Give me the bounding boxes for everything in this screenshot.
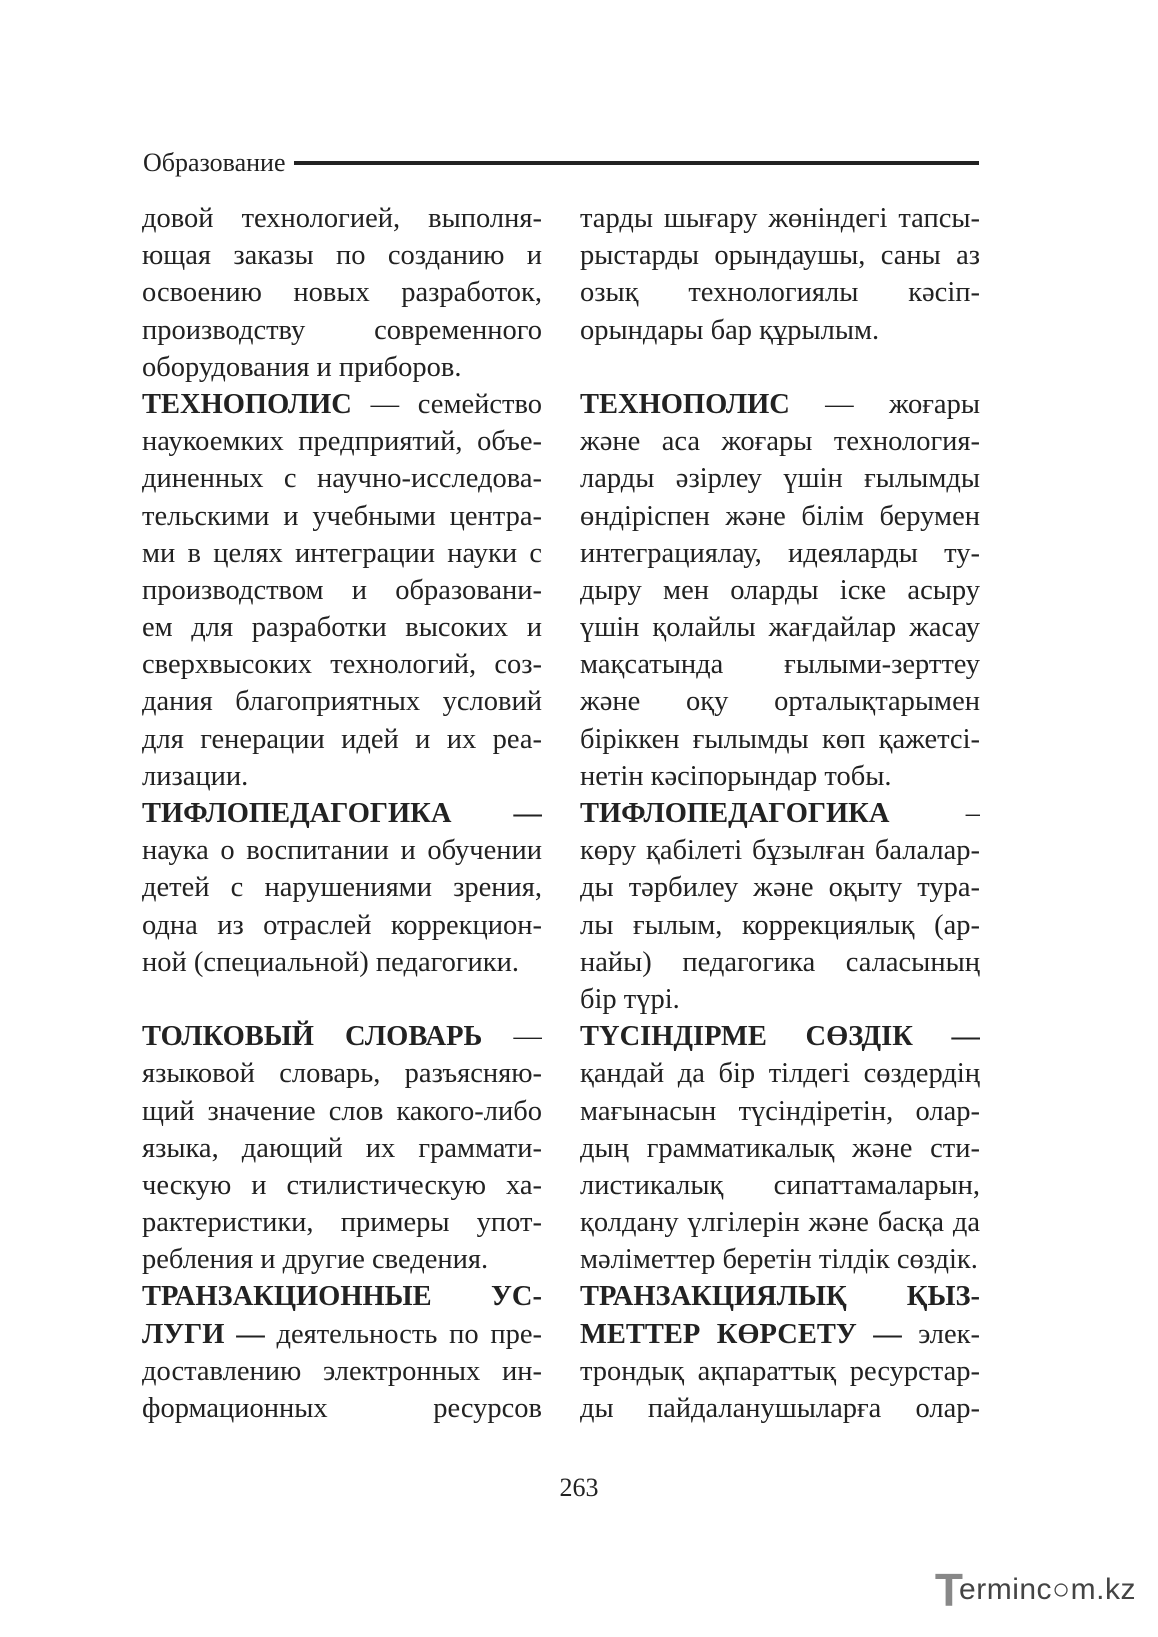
text-line bbox=[142, 498, 542, 535]
definition-text: элек- bbox=[901, 1318, 980, 1350]
term-heading: ТЕХНОПОЛИС bbox=[580, 388, 790, 420]
definition-text: освоению новых разработок, bbox=[142, 277, 542, 309]
text-line bbox=[142, 237, 542, 274]
definition-text: дыру мен оларды іске асыру bbox=[580, 574, 980, 606]
definition-text: для генерации идей и их реа- bbox=[142, 723, 542, 755]
definition-text: қолдану үлгілерін және басқа да bbox=[580, 1207, 980, 1239]
definition-text: наукоемких предприятий, объе- bbox=[142, 426, 542, 458]
text-line bbox=[142, 1353, 542, 1390]
text-line bbox=[142, 907, 542, 944]
text-line bbox=[142, 312, 542, 349]
text-line bbox=[142, 1204, 542, 1241]
text-line bbox=[580, 535, 980, 572]
text-line bbox=[580, 721, 980, 758]
text-line bbox=[580, 498, 980, 535]
definition-text: производством и образовани- bbox=[142, 574, 542, 606]
text-line bbox=[580, 1093, 980, 1130]
text-line bbox=[142, 1018, 542, 1055]
definition-text: наука о воспитании и обучении bbox=[142, 835, 542, 867]
text-line bbox=[142, 795, 542, 832]
header-rule bbox=[294, 161, 979, 165]
term-heading: МЕТТЕР КӨРСЕТУ — bbox=[580, 1318, 902, 1350]
text-line bbox=[142, 535, 542, 572]
text-line bbox=[142, 1055, 542, 1092]
definition-text: языковой словарь, разъясняю- bbox=[142, 1058, 542, 1090]
definition-text: көру қабілеті бұзылған балалар- bbox=[580, 835, 980, 867]
page-number: 263 bbox=[559, 1473, 599, 1502]
definition-text: деятельность по пре- bbox=[264, 1318, 542, 1350]
text-line bbox=[142, 423, 542, 460]
definition-text: довой технологией, выполня- bbox=[142, 203, 542, 234]
definition-text: листикалық сипаттамаларын, bbox=[580, 1169, 980, 1201]
text-line bbox=[142, 832, 542, 869]
term-heading: ТИФЛОПЕДАГОГИКА bbox=[580, 798, 890, 829]
paragraph-gap bbox=[580, 349, 980, 386]
definition-text: ческую и стилистическую ха- bbox=[142, 1169, 542, 1201]
text-line bbox=[580, 758, 980, 795]
text-line bbox=[580, 1390, 980, 1427]
definition-text: ной (специальной) педагогики. bbox=[142, 946, 519, 978]
text-line bbox=[580, 609, 980, 646]
text-line bbox=[142, 1167, 542, 1204]
text-line bbox=[580, 1316, 980, 1353]
definition-text: үшін қолайлы жағдайлар жасау bbox=[580, 612, 980, 644]
definition-text: сверхвысоких технологий, соз- bbox=[142, 649, 542, 681]
definition-text: ды пайдаланушыларға олар- bbox=[580, 1393, 980, 1424]
text-line bbox=[142, 1316, 542, 1353]
definition-text: производству современного bbox=[142, 314, 542, 346]
text-line bbox=[142, 572, 542, 609]
text-line bbox=[580, 200, 980, 237]
text-line bbox=[142, 200, 542, 237]
text-line bbox=[580, 1167, 980, 1204]
definition-text: ем для разработки высоких и bbox=[142, 612, 542, 644]
term-heading: ТИФЛОПЕДАГОГИКА — bbox=[142, 798, 542, 829]
term-heading: ТРАНЗАКЦИЯЛЫҚ ҚЫЗ- bbox=[580, 1281, 980, 1313]
definition-text: бір түрі. bbox=[580, 983, 680, 1015]
text-line bbox=[580, 1278, 980, 1315]
definition-text: мәліметтер беретін тілдік сөздік. bbox=[580, 1244, 978, 1276]
text-line bbox=[580, 386, 980, 423]
term-heading: ТЕХНОПОЛИС bbox=[142, 388, 352, 420]
text-line bbox=[580, 572, 980, 609]
definition-text: формационных ресурсов bbox=[142, 1393, 542, 1424]
definition-text: озық технологиялы кәсіп- bbox=[580, 277, 980, 309]
text-line bbox=[142, 683, 542, 720]
text-line bbox=[142, 274, 542, 311]
text-line bbox=[580, 832, 980, 869]
text-line bbox=[580, 1204, 980, 1241]
definition-text: — семейство bbox=[351, 388, 542, 420]
definition-text: – bbox=[889, 798, 980, 829]
term-heading: ТОЛКОВЫЙ СЛОВАРЬ bbox=[142, 1021, 483, 1053]
definition-text: орындары бар құрылым. bbox=[580, 314, 880, 346]
definition-text: — жоғары bbox=[789, 388, 980, 420]
watermark-text: erminc○m.kz bbox=[959, 1573, 1136, 1606]
definition-text: интеграциялау, идеяларды ту- bbox=[580, 537, 980, 569]
definition-text: дың грамматикалық және сти- bbox=[580, 1132, 980, 1164]
text-line bbox=[580, 944, 980, 981]
text-line bbox=[142, 944, 542, 981]
definition-text: және оқу орталықтарымен bbox=[580, 686, 980, 718]
definition-text: дания благоприятных условий bbox=[142, 686, 542, 718]
definition-text: ребления и другие сведения. bbox=[142, 1244, 489, 1276]
text-line bbox=[142, 646, 542, 683]
definition-text: найы) педагогика саласының bbox=[580, 946, 980, 978]
text-line bbox=[580, 869, 980, 906]
text-line bbox=[142, 1093, 542, 1130]
text-line bbox=[142, 1241, 542, 1278]
paragraph-gap bbox=[142, 981, 542, 1018]
definition-text: рактеристики, примеры упот- bbox=[142, 1207, 542, 1239]
left-column-russian bbox=[142, 200, 542, 1427]
text-line bbox=[580, 1130, 980, 1167]
text-line bbox=[580, 237, 980, 274]
right-column-kazakh bbox=[580, 200, 980, 1427]
running-header bbox=[143, 148, 979, 178]
text-line bbox=[580, 274, 980, 311]
definition-text: трондық ақпараттық ресурстар- bbox=[580, 1355, 980, 1387]
section-title: Образование bbox=[143, 148, 286, 177]
definition-text: мақсатында ғылыми-зерттеу bbox=[580, 649, 980, 681]
text-line bbox=[580, 1353, 980, 1390]
definition-text: рыстарды орындаушы, саны аз bbox=[580, 240, 980, 272]
text-line bbox=[580, 423, 980, 460]
text-line bbox=[142, 460, 542, 497]
definition-text: оборудования и приборов. bbox=[142, 351, 462, 383]
definition-text: ды тәрбилеу және оқыту тура- bbox=[580, 872, 980, 904]
term-heading: ТҮСІНДІРМЕ СӨЗДІК — bbox=[580, 1021, 980, 1053]
text-line bbox=[580, 1241, 980, 1278]
text-line bbox=[580, 312, 980, 349]
definition-text: ющая заказы по созданию и bbox=[142, 240, 542, 272]
text-line bbox=[142, 721, 542, 758]
definition-text: детей с нарушениями зрения, bbox=[142, 872, 542, 904]
text-line bbox=[580, 1018, 980, 1055]
text-line bbox=[580, 1055, 980, 1092]
text-line bbox=[142, 1130, 542, 1167]
definition-text: өндіріспен және білім берумен bbox=[580, 500, 980, 532]
watermark-logo-letter: T bbox=[934, 1564, 964, 1616]
definition-text: нетін кәсіпорындар тобы. bbox=[580, 760, 892, 792]
definition-text: біріккен ғылымды көп қажетсі- bbox=[580, 723, 980, 755]
text-line bbox=[580, 646, 980, 683]
text-line bbox=[142, 1278, 542, 1315]
text-line bbox=[142, 758, 542, 795]
site-watermark bbox=[935, 1563, 1136, 1617]
text-line bbox=[580, 683, 980, 720]
definition-text: щий значение слов какого-либо bbox=[142, 1095, 542, 1127]
text-line bbox=[580, 460, 980, 497]
definition-text: языка, дающий их граммати- bbox=[142, 1132, 542, 1164]
text-line bbox=[580, 981, 980, 1018]
text-line bbox=[580, 795, 980, 832]
text-line bbox=[142, 869, 542, 906]
definition-text: ларды әзірлеу үшін ғылымды bbox=[580, 463, 980, 495]
definition-text: мағынасын түсіндіретін, олар- bbox=[580, 1095, 980, 1127]
definition-text: тельскими и учебными центра- bbox=[142, 500, 542, 532]
definition-text: тарды шығару жөніндегі тапсы- bbox=[580, 203, 980, 234]
definition-text: лы ғылым, коррекциялық (ар- bbox=[580, 909, 980, 941]
definition-text: қандай да бір тілдегі сөздердің bbox=[580, 1058, 980, 1090]
term-heading: ЛУГИ — bbox=[142, 1318, 265, 1350]
text-line bbox=[142, 1390, 542, 1427]
text-line bbox=[142, 386, 542, 423]
text-line bbox=[580, 907, 980, 944]
definition-text: лизации. bbox=[142, 760, 249, 792]
definition-text: одна из отраслей коррекцион- bbox=[142, 909, 542, 941]
definition-text: ми в целях интеграции науки с bbox=[142, 537, 542, 569]
definition-text: — bbox=[482, 1021, 542, 1053]
definition-text: диненных с научно-исследова- bbox=[142, 463, 542, 495]
text-line bbox=[142, 609, 542, 646]
text-line bbox=[142, 349, 542, 386]
term-heading: ТРАНЗАКЦИОННЫЕ УС- bbox=[142, 1281, 542, 1313]
definition-text: доставлению электронных ин- bbox=[142, 1355, 542, 1387]
definition-text: және аса жоғары технология- bbox=[580, 426, 980, 458]
